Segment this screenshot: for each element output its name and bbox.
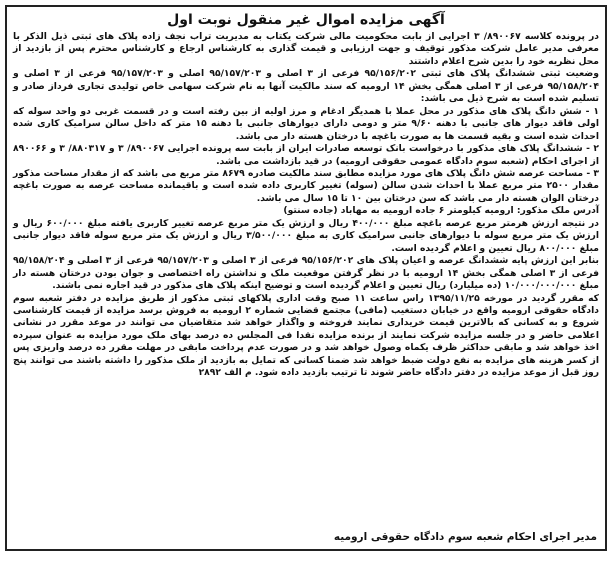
notice-paragraph-intro: در پرونده کلاسه ۸۹۰۰۶۷/ ۳ اجرایی از بابت محکومیت مالی شرکت یکتاب به مدیریت تراب نجف زاده پلاک های ثبتی ذیل الذکر با معرفی مدیر عامل شرکت مذکور توقیف و جهت ارزیابی و قیمت گذاری به کارشناس ارجاع و کارشناس محترم پس از بازدید از محل نظریه خود را بدین شرح اعلام داشتند xyxy=(13,31,599,67)
notice-paragraph-registration: وضعیت ثبتی ششدانگ پلاک های ثبتی ۹۵/۱۵۶/۲۰۲ فرعی از ۳ اصلی و ۹۵/۱۵۷/۲۰۳ اصلی و ۹۵/۱۵۷/۲۰۳ فرعی از ۳ اصلی و ۹۵/۱۵۸/۲۰۴ فرعی از ۳ اصلی همگی بخش ۱۴ ارومیه که سند مالکیت آنها به نام شرکت سهامی خاص تولیدی تجاری فرداز صادر و تسلیم شده است به شرح ذیل می باشد: xyxy=(13,68,600,105)
notice-paragraph-auction-terms: که مقرر گردید در مورخه ۱۳۹۵/۱۱/۲۵ راس ساعت ۱۱ صبح وقت اداری پلاکهای ثبتی مذکور از طریق مزایده در دفتر شعبه سوم دادگاه حقوقی ارومیه واقع در خیابان دستغیب (مافی) مجتمع قضایی شماره ۲ ارومیه به فروش برسد مزایده از قیمت کارشناسی شروع و به کسانی که بالاترین قیمت خریداری نمایند فروخته و واگذار خواهد شد متقاضیان می توانند در موعد مقرر در نشانی اعلامی حاضر و در جلسه مزایده شرکت نمایند از برنده مزایده نقدا فی المجلس ده درصد بهای ملک مورد مزایده به عنوان سپرده اخذ خواهد شد و مابقی حداکثر ظرف یکماه وصول خواهد شد و در صورت عدم پرداخت مابقی در مهلت مقرر ده درصد واریزی پس از کسر هزینه های مزایده به نفع دولت ضبط خواهد شد ضمنا کسانی که تمایل به بازدید از ملک مذکور را داشته باشند می توانند پنج روز قبل از موعد مزایده در دفتر دادگاه حاضر شوند تا ترتیب بازدید داده شود. م الف ۲۸۹۲ xyxy=(13,292,599,379)
notice-paragraph-base-price: بنابر این ارزش پایه ششدانگ عرصه و اعیان پلاک های ۹۵/۱۵۶/۲۰۲ فرعی از ۳ اصلی و ۹۵/۱۵۷/۲۰۳ فرعی از ۳ اصلی و ۹۵/۱۵۸/۲۰۴ فرعی از ۳ اصلی همگی بخش ۱۴ ارومیه با در نظر گرفتن موقعیت ملک و نداشتن راه اختصاصی و جوان بودن درختان هسته دار مبلغ ۱۰/۰۰۰/۰۰۰/۰۰۰ (ده میلیارد) ریال تعیین و اعلام گردیده است و توضیح اینکه پلاک های مذکور در قید اجاره نمی باشند. xyxy=(13,255,600,292)
notice-title: آگهی مزایده اموال غیر منقول نوبت اول xyxy=(167,12,445,28)
notice-paragraph-item-1: ۱ - شش دانگ پلاک های مذکور در محل عملا با همدیگر ادغام و مرز اولیه از بین رفته است و در قسمت غربی دو واحد سوله که اولی فاقد دیوار های جانبی با دهنه ۹/۶۰ متر و دومی دارای دیوارهای جانبی با دهنه ۱۵ متر که داخل سالن سرامیک کاری شده احداث شده است و بقیه قسمت ها به صورت باغچه با درختان هسته دار می باشد. xyxy=(13,105,599,142)
notice-body xyxy=(13,31,599,380)
notice-paragraph-valuation: در نتیجه ارزش هرمتر مربع عرصه باغچه مبلغ ۴۰۰/۰۰۰ ریال و ارزش یک متر مربع عرصه تغییر کاربری یافته مبلغ ۶۰۰/۰۰۰ ریال و ارزش یک متر مربع سوله با دیوارهای جانبی سرامیک کاری به مبلغ ۳/۵۰۰/۰۰۰ ریال و ارزش یک متر مربع سوله فاقد دیوار جانبی مبلغ ۸۰۰/۰۰۰ ریال تعیین و اعلام گردیده است. xyxy=(13,217,599,254)
auction-notice xyxy=(5,5,607,551)
notice-paragraph-item-2: ۲ - ششدانگ پلاک های مذکور با درخواست بانک توسعه صادرات ایران از بابت سه پرونده اجرایی ۸۹۰۰۶۷/ ۳ و ۸۸۰۳۱۷/ ۳ و ۸۹۰۰۶۶ از اجرای احکام (شعبه سوم دادگاه عمومی حقوقی ارومیه) در قید بازداشت می باشد. xyxy=(13,143,600,167)
notice-paragraph-item-3: ۳ - مساحت عرصه شش دانگ پلاک های مورد مزایده مطابق سند مالکیت صادره ۸۶۷۹ متر مربع می باشد که از مقدار مساحت مذکور مقدار ۲۵۰۰ متر مربع عملا با احداث شدن سالن (سوله) تغییر کاربری داده شده است و باقیمانده مساحت عرصه به صورت باغچه درختان الوان هسته دار می باشد که سن درختان بین ۱۰ تا ۱۵ سال می باشد. xyxy=(13,167,599,204)
notice-paragraph-address: آدرس ملک مذکور: ارومیه کیلومتر ۶ جاده ارومیه به مهاباد (جاده سنتو) xyxy=(283,205,599,217)
notice-signature: مدیر اجرای احکام شعبه سوم دادگاه حقوقی ارومیه xyxy=(333,531,597,543)
